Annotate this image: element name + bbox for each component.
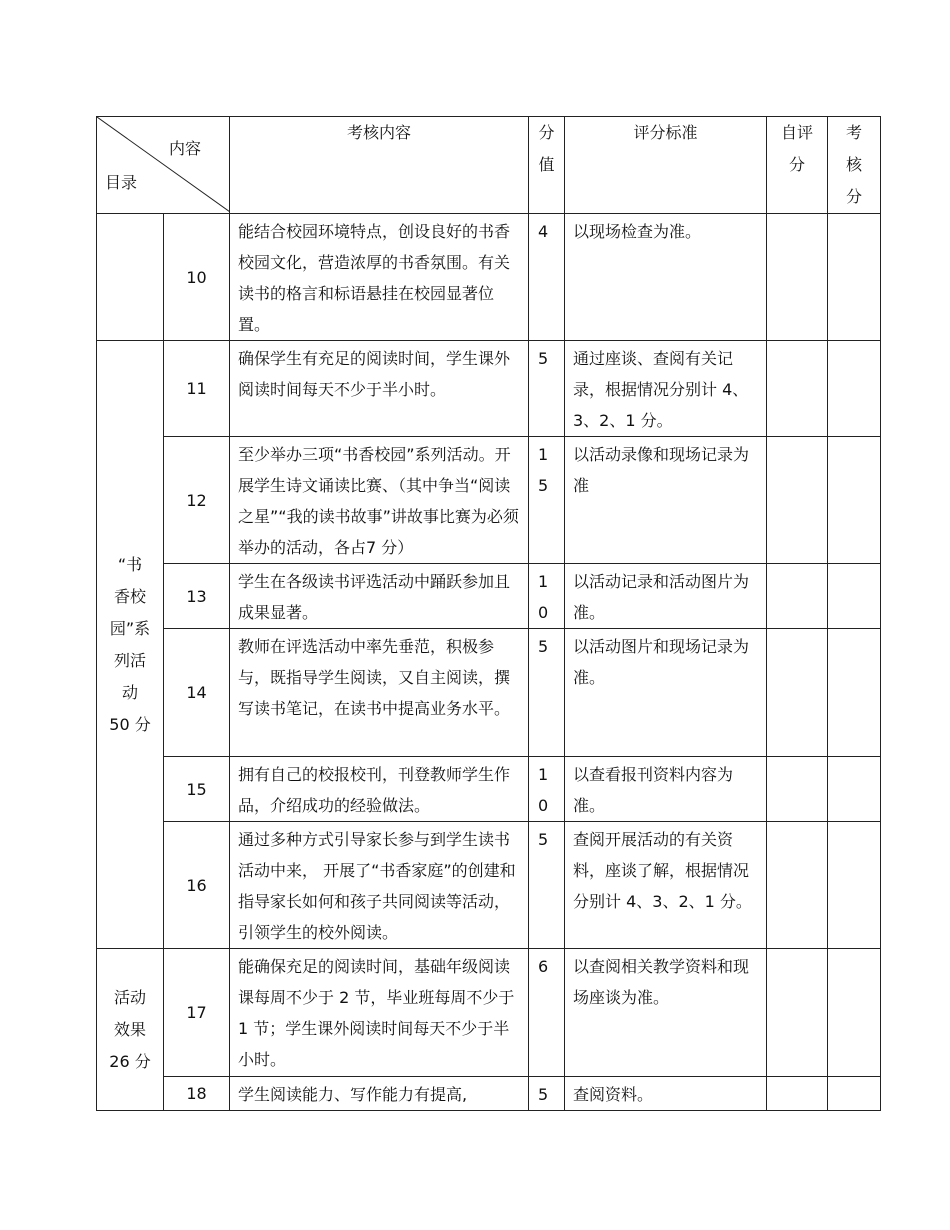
row-self-score [767, 437, 828, 564]
header-score: 分 值 [529, 117, 565, 214]
row-criteria: 以查看报刊资料内容为准。 [565, 757, 767, 822]
header-self-score: 自评 分 [767, 117, 828, 214]
group-cell-activity-effect: 活动 效果 26 分 [97, 949, 164, 1111]
table-row [97, 822, 881, 949]
row-self-score [767, 822, 828, 949]
row-criteria: 以活动录像和现场记录为准 [565, 437, 767, 564]
table-row [97, 341, 881, 437]
row-number: 15 [164, 757, 230, 822]
row-score: 5 [529, 629, 565, 757]
row-number: 12 [164, 437, 230, 564]
header-row [97, 117, 881, 214]
table-row [97, 949, 881, 1077]
row-exam-score [828, 341, 881, 437]
row-criteria: 以活动图片和现场记录为准。 [565, 629, 767, 757]
row-criteria: 以现场检查为准。 [565, 214, 767, 341]
row-score: 15 [529, 437, 565, 564]
row-number: 11 [164, 341, 230, 437]
row-number: 18 [164, 1077, 230, 1111]
row-self-score [767, 564, 828, 629]
header-exam-content: 考核内容 [230, 117, 529, 214]
row-content: 至少举办三项“书香校园”系列活动。开展学生诗文诵读比赛、（其中争当“阅读之星”“我的读书故事”讲故事比赛为必须举办的活动，各占7 分） [230, 437, 529, 564]
row-criteria: 查阅资料。 [565, 1077, 767, 1111]
row-content: 通过多种方式引导家长参与到学生读书活动中来， 开展了“书香家庭”的创建和指导家长如何和孩子共同阅读等活动，引领学生的校外阅读。 [230, 822, 529, 949]
header-criteria: 评分标准 [565, 117, 767, 214]
group-cell-book-campus: “书 香校 园”系 列活 动 50 分 [97, 341, 164, 949]
table-row [97, 214, 881, 341]
row-criteria: 通过座谈、查阅有关记录，根据情况分别计 4、3、2、1 分。 [565, 341, 767, 437]
table-row [97, 1077, 881, 1111]
row-score: 5 [529, 1077, 565, 1111]
row-self-score [767, 629, 828, 757]
row-number: 13 [164, 564, 230, 629]
row-number: 16 [164, 822, 230, 949]
row-score: 10 [529, 564, 565, 629]
row-score: 4 [529, 214, 565, 341]
row-criteria: 以活动记录和活动图片为准。 [565, 564, 767, 629]
row-exam-score [828, 1077, 881, 1111]
row-exam-score [828, 629, 881, 757]
row-content: 教师在评选活动中率先垂范，积极参与，既指导学生阅读，又自主阅读，撰写读书笔记，在读书中提高业务水平。 [230, 629, 529, 757]
row-score: 5 [529, 341, 565, 437]
row-content: 学生阅读能力、写作能力有提高, [230, 1077, 529, 1111]
table-row [97, 437, 881, 564]
row-criteria: 以查阅相关教学资料和现场座谈为准。 [565, 949, 767, 1077]
table-row [97, 629, 881, 757]
row-exam-score [828, 949, 881, 1077]
row-score: 10 [529, 757, 565, 822]
group-cell-blank [97, 214, 164, 341]
row-self-score [767, 214, 828, 341]
row-content: 确保学生有充足的阅读时间，学生课外阅读时间每天不少于半小时。 [230, 341, 529, 437]
row-number: 14 [164, 629, 230, 757]
header-catalog-label: 目录 [105, 173, 138, 192]
header-content-label: 内容 [168, 139, 201, 158]
diagonal-line [97, 117, 230, 212]
table-row [97, 757, 881, 822]
row-score: 6 [529, 949, 565, 1077]
row-self-score [767, 757, 828, 822]
row-number: 17 [164, 949, 230, 1077]
row-exam-score [828, 437, 881, 564]
table-row [97, 564, 881, 629]
row-self-score [767, 949, 828, 1077]
row-score: 5 [529, 822, 565, 949]
row-exam-score [828, 214, 881, 341]
row-criteria: 查阅开展活动的有关资料，座谈了解，根据情况分别计 4、3、2、1 分。 [565, 822, 767, 949]
row-content: 学生在各级读书评选活动中踊跃参加且成果显著。 [230, 564, 529, 629]
row-self-score [767, 341, 828, 437]
row-content: 能结合校园环境特点，创设良好的书香校园文化，营造浓厚的书香氛围。有关读书的格言和标语悬挂在校园显著位置。 [230, 214, 529, 341]
row-exam-score [828, 757, 881, 822]
row-self-score [767, 1077, 828, 1111]
row-content: 能确保充足的阅读时间，基础年级阅读课每周不少于 2 节，毕业班每周不少于 1 节；学生课外阅读时间每天不少于半小时。 [230, 949, 529, 1077]
row-exam-score [828, 822, 881, 949]
evaluation-table [96, 116, 881, 1111]
row-number: 10 [164, 214, 230, 341]
row-exam-score [828, 564, 881, 629]
row-content: 拥有自己的校报校刊，刊登教师学生作品，介绍成功的经验做法。 [230, 757, 529, 822]
diagonal-header-cell [97, 117, 230, 214]
header-exam-score: 考 核 分 [828, 117, 881, 214]
